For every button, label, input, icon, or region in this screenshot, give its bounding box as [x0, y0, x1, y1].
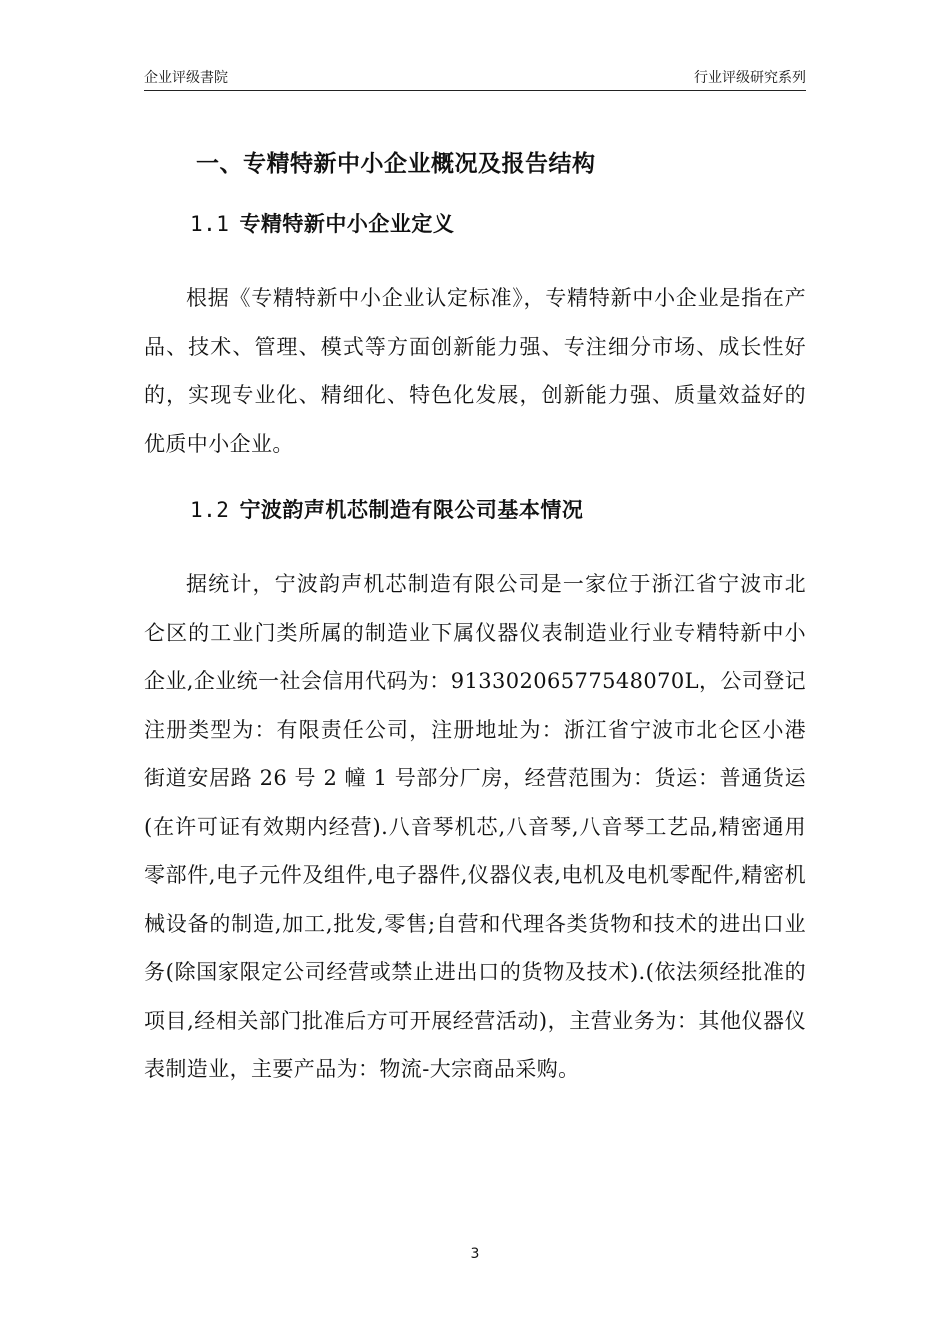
document-body	[144, 140, 806, 1094]
subsection-1-2-number: 1.2	[190, 498, 230, 522]
subsection-1-2-title: 宁波韵声机芯制造有限公司基本情况	[239, 498, 584, 522]
subsection-1-1-title: 专精特新中小企业定义	[239, 212, 455, 236]
header-left-text: 企业评级書院	[144, 70, 228, 86]
company-info-paragraph: 据统计，宁波韵声机芯制造有限公司是一家位于浙江省宁波市北仑区的工业门类所属的制造业下属仪器仪表制造业行业专精特新中小企业,企业统一社会信用代码为：91330206577548070L，公司登记注册类型为：有限责任公司，注册地址为：浙江省宁波市北仑区小港街道安居路 26 号 2 幢 1 号部分厂房，经营范围为：货运：普通货运(在许可证有效期内经营).八音琴机芯,八音琴,八音琴工艺品,精密通用零部件,电子元件及组件,电子器件,仪器仪表,电机及电机零配件,精密机械设备的制造,加工,批发,零售;自营和代理各类货物和技术的进出口业务(除国家限定公司经营或禁止进出口的货物及技术).(依法须经批准的项目,经相关部门批准后方可开展经营活动)，主营业务为：其他仪器仪表制造业，主要产品为：物流-大宗商品采购。	[144, 572, 806, 1081]
page-header	[144, 66, 806, 91]
definition-paragraph: 根据《专精特新中小企业认定标准》，专精特新中小企业是指在产品、技术、管理、模式等方面创新能力强、专注细分市场、成长性好的，实现专业化、精细化、特色化发展，创新能力强、质量效益好的优质中小企业。	[144, 286, 806, 456]
subsection-1-1-heading	[144, 204, 806, 244]
subsection-1-2-heading	[144, 490, 806, 530]
page-number: 3	[470, 1246, 480, 1262]
header-right-text: 行业评级研究系列	[694, 70, 806, 86]
section-title: 一、专精特新中小企业概况及报告结构	[196, 151, 596, 177]
subsection-1-1-number: 1.1	[190, 212, 230, 236]
